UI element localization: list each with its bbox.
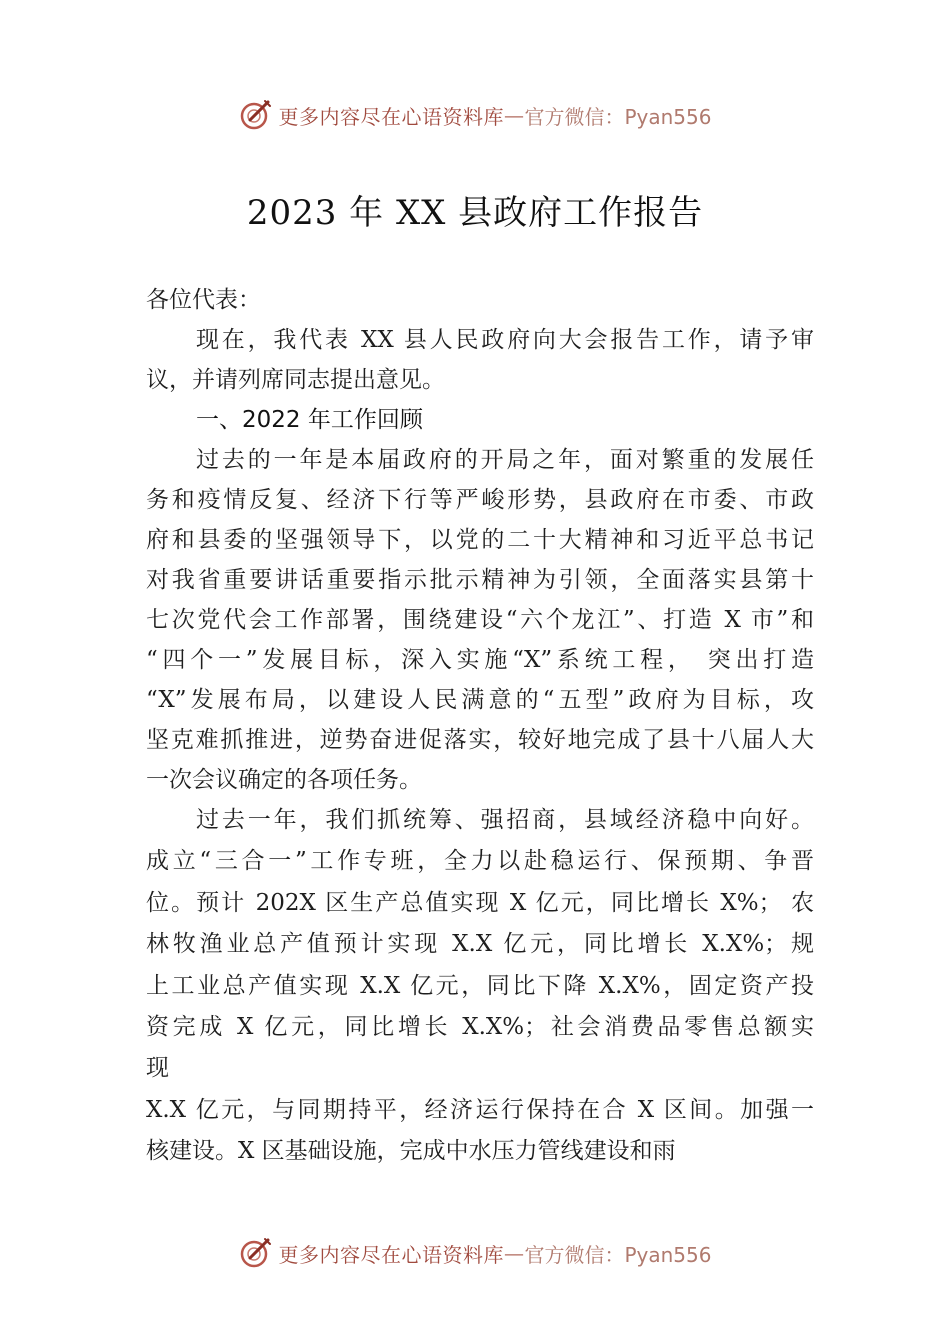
paragraph-1	[146, 320, 814, 400]
paragraph-2	[146, 440, 814, 800]
text-line: 过去的一年是本届政府的开局之年，面对繁重的发展任	[196, 447, 814, 473]
banner-text: 更多内容尽在心语资料库	[278, 1242, 504, 1267]
text-line: 对我省重要讲话重要指示批示精神为引领，全面落实县第十	[146, 567, 814, 593]
text-line: 务和疫情反复、经济下行等严峻形势，县政府在市委、市政	[146, 487, 814, 513]
text-line: “四个一”发展目标，深入实施“X”系统工程， 突出打造	[146, 647, 814, 673]
text-line: 核建设。X 区基础设施，完成中水压力管线建设和雨	[146, 1138, 676, 1165]
salutation-block	[146, 280, 814, 320]
logo-icon	[238, 97, 274, 133]
paragraph-3	[146, 800, 814, 1173]
logo-icon	[238, 1235, 274, 1271]
banner-text: 更多内容尽在心语资料库	[278, 104, 504, 129]
text-line: 成立“三合一”工作专班，全力以赴稳运行、保预期、争晋	[146, 848, 814, 875]
text-line: 上工业总产值实现 X.X 亿元，同比下降 X.X%，固定资产投	[146, 972, 814, 999]
text-line: 现在，我代表 XX 县人民政府向大会报告工作，请予审	[196, 327, 814, 353]
salutation: 各位代表：	[146, 287, 261, 313]
text-line: 现	[146, 1055, 169, 1082]
banner-wechat: 官方微信：Pyan556	[524, 104, 712, 129]
banner-wechat: 官方微信：Pyan556	[524, 1242, 712, 1267]
text-line: 资完成 X 亿元，同比增长 X.X%；社会消费品零售总额实	[146, 1013, 814, 1040]
text-line: “X”发展布局，以建设人民满意的“五型”政府为目标，攻	[146, 687, 814, 713]
text-line: 坚克难抓推进，逆势奋进促落实，较好地完成了县十八届人大	[146, 727, 814, 753]
text-line: 一次会议确定的各项任务。	[146, 767, 422, 793]
banner-separator: —	[503, 103, 525, 127]
section-heading-block	[146, 400, 814, 440]
footer-watermark-banner	[0, 1233, 950, 1273]
section-heading: 一、2022 年工作回顾	[196, 407, 423, 433]
document-title: 2023 年 XX 县政府工作报告	[246, 193, 704, 233]
header-watermark-banner	[0, 95, 950, 135]
banner-separator: —	[503, 1241, 525, 1265]
text-line: 林牧渔业总产值预计实现 X.X 亿元，同比增长 X.X%；规	[146, 931, 814, 958]
text-line: 位。预计 202X 区生产总值实现 X 亿元，同比增长 X%； 农	[146, 889, 814, 916]
text-line: 府和县委的坚强领导下，以党的二十大精神和习近平总书记	[146, 527, 814, 553]
text-line: 议，并请列席同志提出意见。	[146, 367, 445, 393]
text-line: 七次党代会工作部署，围绕建设“六个龙江”、打造 X 市”和	[146, 607, 814, 633]
text-line: 过去一年，我们抓统筹、强招商，县域经济稳中向好。	[196, 807, 814, 833]
text-line: X.X 亿元，与同期持平，经济运行保持在合 X 区间。加强一	[146, 1096, 814, 1123]
